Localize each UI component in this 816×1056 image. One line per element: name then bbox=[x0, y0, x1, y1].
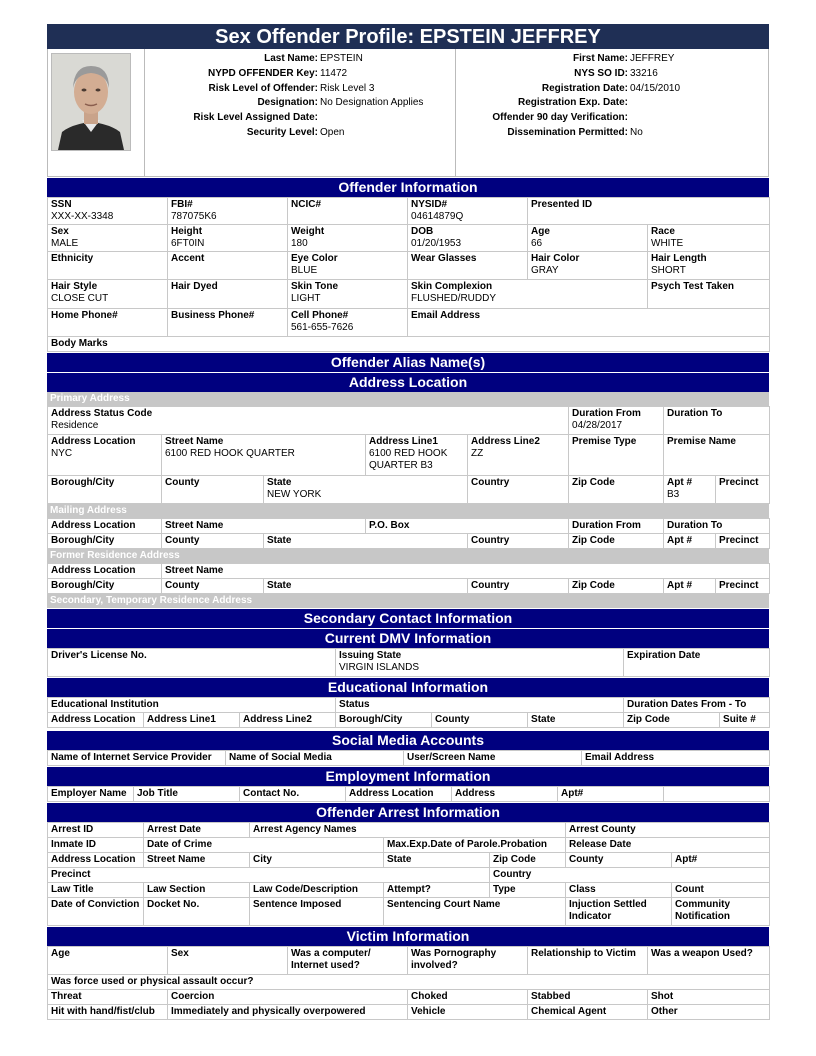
home-phone-cell: Home Phone# bbox=[48, 309, 168, 337]
arrest-apt-cell: Apt# bbox=[672, 853, 770, 868]
injunction-cell: Injuction Settled Indicator bbox=[566, 898, 672, 926]
dmv-header: Current DMV Information bbox=[47, 629, 769, 648]
edu-duration-cell: Duration Dates From - To bbox=[624, 698, 770, 713]
parole-cell: Max.Exp.Date of Parole.Probation bbox=[384, 838, 566, 853]
edu-location-cell: Address Location bbox=[48, 713, 144, 728]
arrest-table bbox=[47, 822, 770, 926]
hit-cell: Hit with hand/fist/club bbox=[48, 1005, 168, 1020]
social-email-cell: Email Address bbox=[582, 751, 770, 766]
hair-dyed-cell: Hair Dyed bbox=[168, 280, 288, 309]
mailing-country-cell: Country bbox=[468, 534, 569, 549]
county-cell: County bbox=[162, 476, 264, 504]
address-location-cell: Address Location NYC bbox=[48, 435, 162, 476]
edu-suite-cell: Suite # bbox=[720, 713, 770, 728]
body-marks-cell: Body Marks bbox=[48, 337, 770, 352]
edu-zip-cell: Zip Code bbox=[624, 713, 720, 728]
skin-tone-cell: Skin Tone LIGHT bbox=[288, 280, 408, 309]
street-name-cell: Street Name 6100 RED HOOK QUARTER bbox=[162, 435, 366, 476]
education-header: Educational Information bbox=[47, 678, 769, 697]
stabbed-cell: Stabbed bbox=[528, 990, 648, 1005]
sentence-cell: Sentence Imposed bbox=[250, 898, 384, 926]
former-street-cell: Street Name bbox=[162, 564, 770, 579]
social-name-cell: Name of Social Media bbox=[226, 751, 404, 766]
offender-info-header: Offender Information bbox=[47, 178, 769, 197]
risk-level-row: Risk Level of Offender: Risk Level 3 bbox=[208, 82, 375, 94]
license-cell: Driver's License No. bbox=[48, 649, 336, 677]
address-line2-cell: Address Line2 ZZ bbox=[468, 435, 569, 476]
former-precinct-cell: Precinct bbox=[716, 579, 770, 594]
header-right-fields bbox=[458, 52, 766, 141]
primary-address-subheader: Primary Address bbox=[47, 392, 769, 406]
conviction-date-cell: Date of Conviction bbox=[48, 898, 144, 926]
threat-cell: Threat bbox=[48, 990, 168, 1005]
screen-name-cell: User/Screen Name bbox=[404, 751, 582, 766]
hair-color-cell: Hair Color GRAY bbox=[528, 252, 648, 280]
dissemination-row: Dissemination Permitted: No bbox=[507, 126, 643, 138]
education-table bbox=[47, 697, 770, 728]
weapon-cell: Was a weapon Used? bbox=[648, 947, 770, 975]
zip-cell: Zip Code bbox=[569, 476, 664, 504]
force-cell: Was force used or physical assault occur? bbox=[48, 975, 770, 990]
edu-line2-cell: Address Line2 bbox=[240, 713, 336, 728]
relationship-cell: Relationship to Victim bbox=[528, 947, 648, 975]
vehicle-cell: Vehicle bbox=[408, 1005, 528, 1020]
issuing-state-cell: Issuing State VIRGIN ISLANDS bbox=[336, 649, 624, 677]
primary-address-table bbox=[47, 406, 770, 504]
address-status-cell: Address Status Code Residence bbox=[48, 407, 569, 435]
premise-type-cell: Premise Type bbox=[569, 435, 664, 476]
height-cell: Height 6FT0IN bbox=[168, 225, 288, 252]
former-county-cell: County bbox=[162, 579, 264, 594]
nysid-cell: NYSID# 04614879Q bbox=[408, 198, 528, 225]
precinct-cell: Precinct bbox=[716, 476, 770, 504]
offender-photo bbox=[51, 53, 131, 151]
header-left-fields bbox=[146, 52, 426, 141]
arrest-header: Offender Arrest Information bbox=[47, 803, 769, 822]
dmv-table bbox=[47, 648, 770, 677]
court-cell: Sentencing Court Name bbox=[384, 898, 566, 926]
former-address-subheader: Former Residence Address bbox=[47, 549, 769, 563]
employer-cell: Employer Name bbox=[48, 787, 134, 802]
mailing-dur-from-cell: Duration From bbox=[569, 519, 664, 534]
security-level-row: Security Level: Open bbox=[246, 126, 345, 138]
apt-cell: Apt # B3 bbox=[664, 476, 716, 504]
pornography-cell: Was Pornography involved? bbox=[408, 947, 528, 975]
emp-apt-cell: Apt# bbox=[558, 787, 664, 802]
premise-name-cell: Premise Name bbox=[664, 435, 770, 476]
offender-info-table bbox=[47, 197, 770, 352]
victim-header: Victim Information bbox=[47, 927, 769, 946]
mailing-county-cell: County bbox=[162, 534, 264, 549]
skin-complexion-cell: Skin Complexion FLUSHED/RUDDY bbox=[408, 280, 648, 309]
victim-sex-cell: Sex bbox=[168, 947, 288, 975]
type-cell: Type bbox=[490, 883, 566, 898]
mailing-state-cell: State bbox=[264, 534, 468, 549]
state-cell: State NEW YORK bbox=[264, 476, 468, 504]
hair-style-cell: Hair Style CLOSE CUT bbox=[48, 280, 168, 309]
race-cell: Race WHITE bbox=[648, 225, 770, 252]
chemical-cell: Chemical Agent bbox=[528, 1005, 648, 1020]
address-line1-cell: Address Line1 6100 RED HOOK QUARTER B3 bbox=[366, 435, 468, 476]
inmate-id-cell: Inmate ID bbox=[48, 838, 144, 853]
dob-cell: DOB 01/20/1953 bbox=[408, 225, 528, 252]
other-cell: Other bbox=[648, 1005, 770, 1020]
ncic-cell: NCIC# bbox=[288, 198, 408, 225]
mailing-street-cell: Street Name bbox=[162, 519, 366, 534]
psych-test-cell: Psych Test Taken bbox=[648, 280, 770, 309]
registration-exp-row: Registration Exp. Date: bbox=[517, 97, 628, 109]
employment-table bbox=[47, 786, 770, 802]
cell-phone-cell: Cell Phone# 561-655-7626 bbox=[288, 309, 408, 337]
alias-header: Offender Alias Name(s) bbox=[47, 353, 769, 372]
mailing-precinct-cell: Precinct bbox=[716, 534, 770, 549]
attempt-cell: Attempt? bbox=[384, 883, 490, 898]
computer-used-cell: Was a computer/ Internet used? bbox=[288, 947, 408, 975]
social-media-table bbox=[47, 750, 770, 766]
job-title-cell: Job Title bbox=[134, 787, 240, 802]
duration-to-cell: Duration To bbox=[664, 407, 770, 435]
contact-no-cell: Contact No. bbox=[240, 787, 346, 802]
edu-line1-cell: Address Line1 bbox=[144, 713, 240, 728]
offender-photo-image bbox=[52, 54, 130, 150]
employment-header: Employment Information bbox=[47, 767, 769, 786]
arrest-id-cell: Arrest ID bbox=[48, 823, 144, 838]
weight-cell: Weight 180 bbox=[288, 225, 408, 252]
country-cell: Country bbox=[468, 476, 569, 504]
mailing-dur-to-cell: Duration To bbox=[664, 519, 770, 534]
profile-header bbox=[47, 49, 769, 177]
eye-color-cell: Eye Color BLUE bbox=[288, 252, 408, 280]
edu-state-cell: State bbox=[528, 713, 624, 728]
choked-cell: Choked bbox=[408, 990, 528, 1005]
arrest-county2-cell: County bbox=[566, 853, 672, 868]
release-date-cell: Release Date bbox=[566, 838, 770, 853]
nypd-key-row: NYPD OFFENDER Key: 11472 bbox=[207, 67, 348, 79]
arrest-state-cell: State bbox=[384, 853, 490, 868]
presented-id-cell: Presented ID bbox=[528, 198, 770, 225]
arrest-date-cell: Arrest Date bbox=[144, 823, 250, 838]
fbi-cell: FBI# 787075K6 bbox=[168, 198, 288, 225]
first-name-row: First Name: JEFFREY bbox=[572, 53, 675, 64]
former-country-cell: Country bbox=[468, 579, 569, 594]
isp-cell: Name of Internet Service Provider bbox=[48, 751, 226, 766]
victim-age-cell: Age bbox=[48, 947, 168, 975]
former-location-cell: Address Location bbox=[48, 564, 162, 579]
arrest-country-cell: Country bbox=[490, 868, 770, 883]
hair-length-cell: Hair Length SHORT bbox=[648, 252, 770, 280]
age-cell: Age 66 bbox=[528, 225, 648, 252]
law-section-cell: Law Section bbox=[144, 883, 250, 898]
secondary-address-subheader: Secondary, Temporary Residence Address bbox=[47, 594, 769, 608]
mailing-address-table bbox=[47, 518, 770, 549]
registration-date-row: Registration Date: 04/15/2010 bbox=[541, 82, 681, 94]
former-borough-cell: Borough/City bbox=[48, 579, 162, 594]
ethnicity-cell: Ethnicity bbox=[48, 252, 168, 280]
mailing-location-cell: Address Location bbox=[48, 519, 162, 534]
community-cell: Community Notification bbox=[672, 898, 770, 926]
expiration-cell: Expiration Date bbox=[624, 649, 770, 677]
edu-borough-cell: Borough/City bbox=[336, 713, 432, 728]
edu-status-cell: Status bbox=[336, 698, 624, 713]
emp-location-cell: Address Location bbox=[346, 787, 452, 802]
profile-page bbox=[47, 24, 769, 1020]
mailing-apt-cell: Apt # bbox=[664, 534, 716, 549]
arrest-county-cell: Arrest County bbox=[566, 823, 770, 838]
last-name-row: Last Name: EPSTEIN bbox=[264, 53, 363, 64]
former-zip-cell: Zip Code bbox=[569, 579, 664, 594]
precinct-cell: Precinct bbox=[48, 868, 490, 883]
docket-cell: Docket No. bbox=[144, 898, 250, 926]
former-state-cell: State bbox=[264, 579, 468, 594]
emp-address-cell: Address bbox=[452, 787, 558, 802]
emp-blank-cell bbox=[664, 787, 770, 802]
designation-row: Designation: No Designation Applies bbox=[257, 97, 424, 109]
count-cell: Count bbox=[672, 883, 770, 898]
mailing-zip-cell: Zip Code bbox=[569, 534, 664, 549]
arrest-street-cell: Street Name bbox=[144, 853, 250, 868]
arrest-location-cell: Address Location bbox=[48, 853, 144, 868]
edu-institution-cell: Educational Institution bbox=[48, 698, 336, 713]
edu-county-cell: County bbox=[432, 713, 528, 728]
law-code-cell: Law Code/Description bbox=[250, 883, 384, 898]
shot-cell: Shot bbox=[648, 990, 770, 1005]
social-media-header: Social Media Accounts bbox=[47, 731, 769, 750]
former-apt-cell: Apt # bbox=[664, 579, 716, 594]
ssn-cell: SSN XXX-XX-3348 bbox=[48, 198, 168, 225]
law-title-cell: Law Title bbox=[48, 883, 144, 898]
arrest-zip-cell: Zip Code bbox=[490, 853, 566, 868]
class-cell: Class bbox=[566, 883, 672, 898]
accent-cell: Accent bbox=[168, 252, 288, 280]
arrest-city-cell: City bbox=[250, 853, 384, 868]
wear-glasses-cell: Wear Glasses bbox=[408, 252, 528, 280]
page-title: Sex Offender Profile: EPSTEIN JEFFREY bbox=[47, 24, 769, 49]
overpowered-cell: Immediately and physically overpowered bbox=[168, 1005, 408, 1020]
former-address-table bbox=[47, 563, 770, 594]
verification-row: Offender 90 day Verification: bbox=[492, 112, 628, 124]
nys-so-id-row: NYS SO ID: 33216 bbox=[574, 67, 658, 79]
duration-from-cell: Duration From 04/28/2017 bbox=[569, 407, 664, 435]
borough-cell: Borough/City bbox=[48, 476, 162, 504]
business-phone-cell: Business Phone# bbox=[168, 309, 288, 337]
mailing-pobox-cell: P.O. Box bbox=[366, 519, 569, 534]
crime-date-cell: Date of Crime bbox=[144, 838, 384, 853]
secondary-contact-header: Secondary Contact Information bbox=[47, 609, 769, 628]
coercion-cell: Coercion bbox=[168, 990, 408, 1005]
email-cell: Email Address bbox=[408, 309, 770, 337]
mailing-borough-cell: Borough/City bbox=[48, 534, 162, 549]
risk-assigned-date-row: Risk Level Assigned Date: bbox=[193, 112, 318, 124]
victim-table bbox=[47, 946, 770, 1020]
address-header: Address Location bbox=[47, 373, 769, 392]
arrest-agency-cell: Arrest Agency Names bbox=[250, 823, 566, 838]
mailing-address-subheader: Mailing Address bbox=[47, 504, 769, 518]
sex-cell: Sex MALE bbox=[48, 225, 168, 252]
